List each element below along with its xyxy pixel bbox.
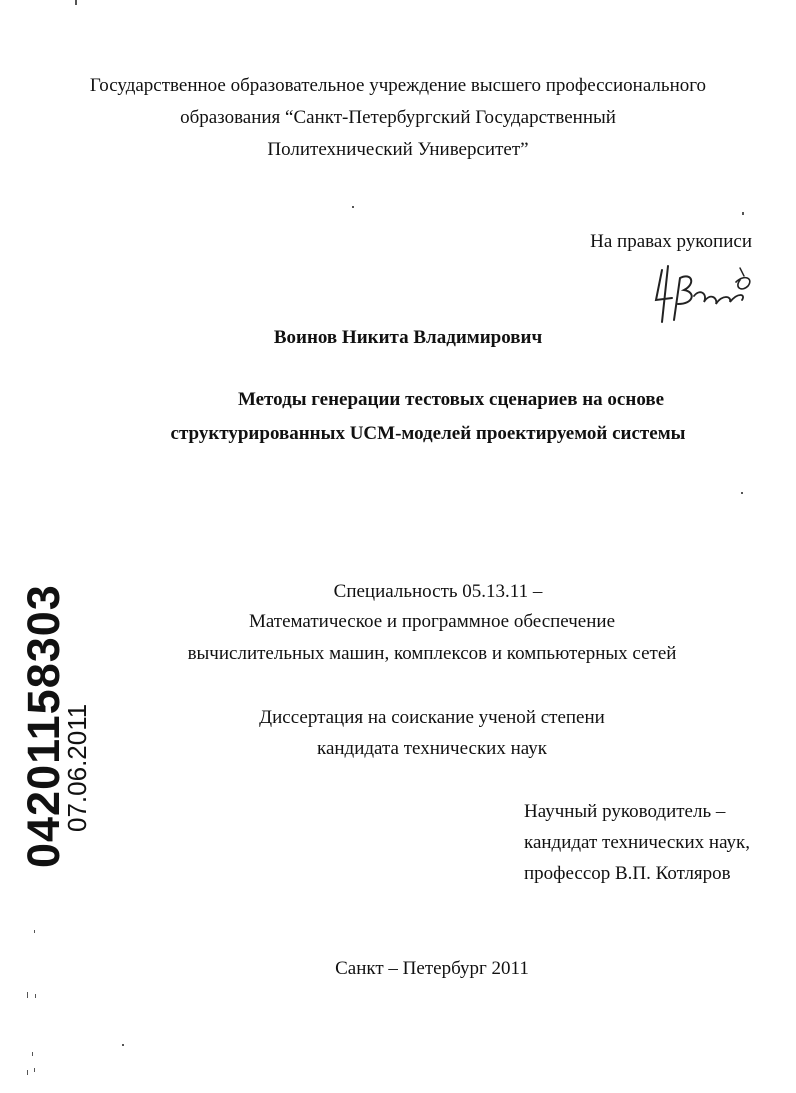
supervisor-line-2: кандидат технических наук, xyxy=(524,832,751,853)
scan-speck xyxy=(352,206,354,208)
scan-speck xyxy=(35,994,36,998)
thesis-title-line-2: структурированных UCM-моделей проектируемой системы xyxy=(170,423,686,444)
scan-speck xyxy=(34,1068,35,1072)
city-year: Санкт – Петербург 2011 xyxy=(335,958,529,979)
scan-speck xyxy=(742,212,744,215)
manuscript-rights-label: На правах рукописи xyxy=(590,231,752,252)
library-stamp-number: 04201158303 xyxy=(18,584,69,868)
specialty-line-3: вычислительных машин, комплексов и компьютерных сетей xyxy=(187,643,677,664)
scan-speck xyxy=(741,492,743,494)
institution-line-1: Государственное образовательное учреждение высшего профессионального xyxy=(89,75,707,96)
scan-speck xyxy=(27,992,28,998)
scan-speck xyxy=(27,1070,28,1075)
scan-speck xyxy=(34,930,35,933)
institution-line-2: образования “Санкт-Петербургский Государственный xyxy=(180,107,616,128)
scan-speck xyxy=(75,0,77,5)
specialty-line-2: Математическое и программное обеспечение xyxy=(248,611,616,632)
thesis-title-line-1: Методы генерации тестовых сценариев на основе xyxy=(237,389,665,410)
supervisor-line-1: Научный руководитель – xyxy=(524,801,726,822)
author-signature xyxy=(652,248,760,326)
specialty-line-1: Специальность 05.13.11 – xyxy=(333,581,543,602)
scan-speck xyxy=(32,1052,33,1056)
degree-line-2: кандидата технических наук xyxy=(317,738,547,759)
library-stamp-date: 07.06.2011 xyxy=(62,703,92,832)
institution-line-3: Политехнический Университет” xyxy=(267,139,529,160)
scan-speck xyxy=(122,1044,124,1046)
supervisor-line-3: профессор В.П. Котляров xyxy=(524,863,731,884)
degree-line-1: Диссертация на соискание ученой степени xyxy=(259,707,605,728)
author-name: Воинов Никита Владимирович xyxy=(273,327,543,348)
